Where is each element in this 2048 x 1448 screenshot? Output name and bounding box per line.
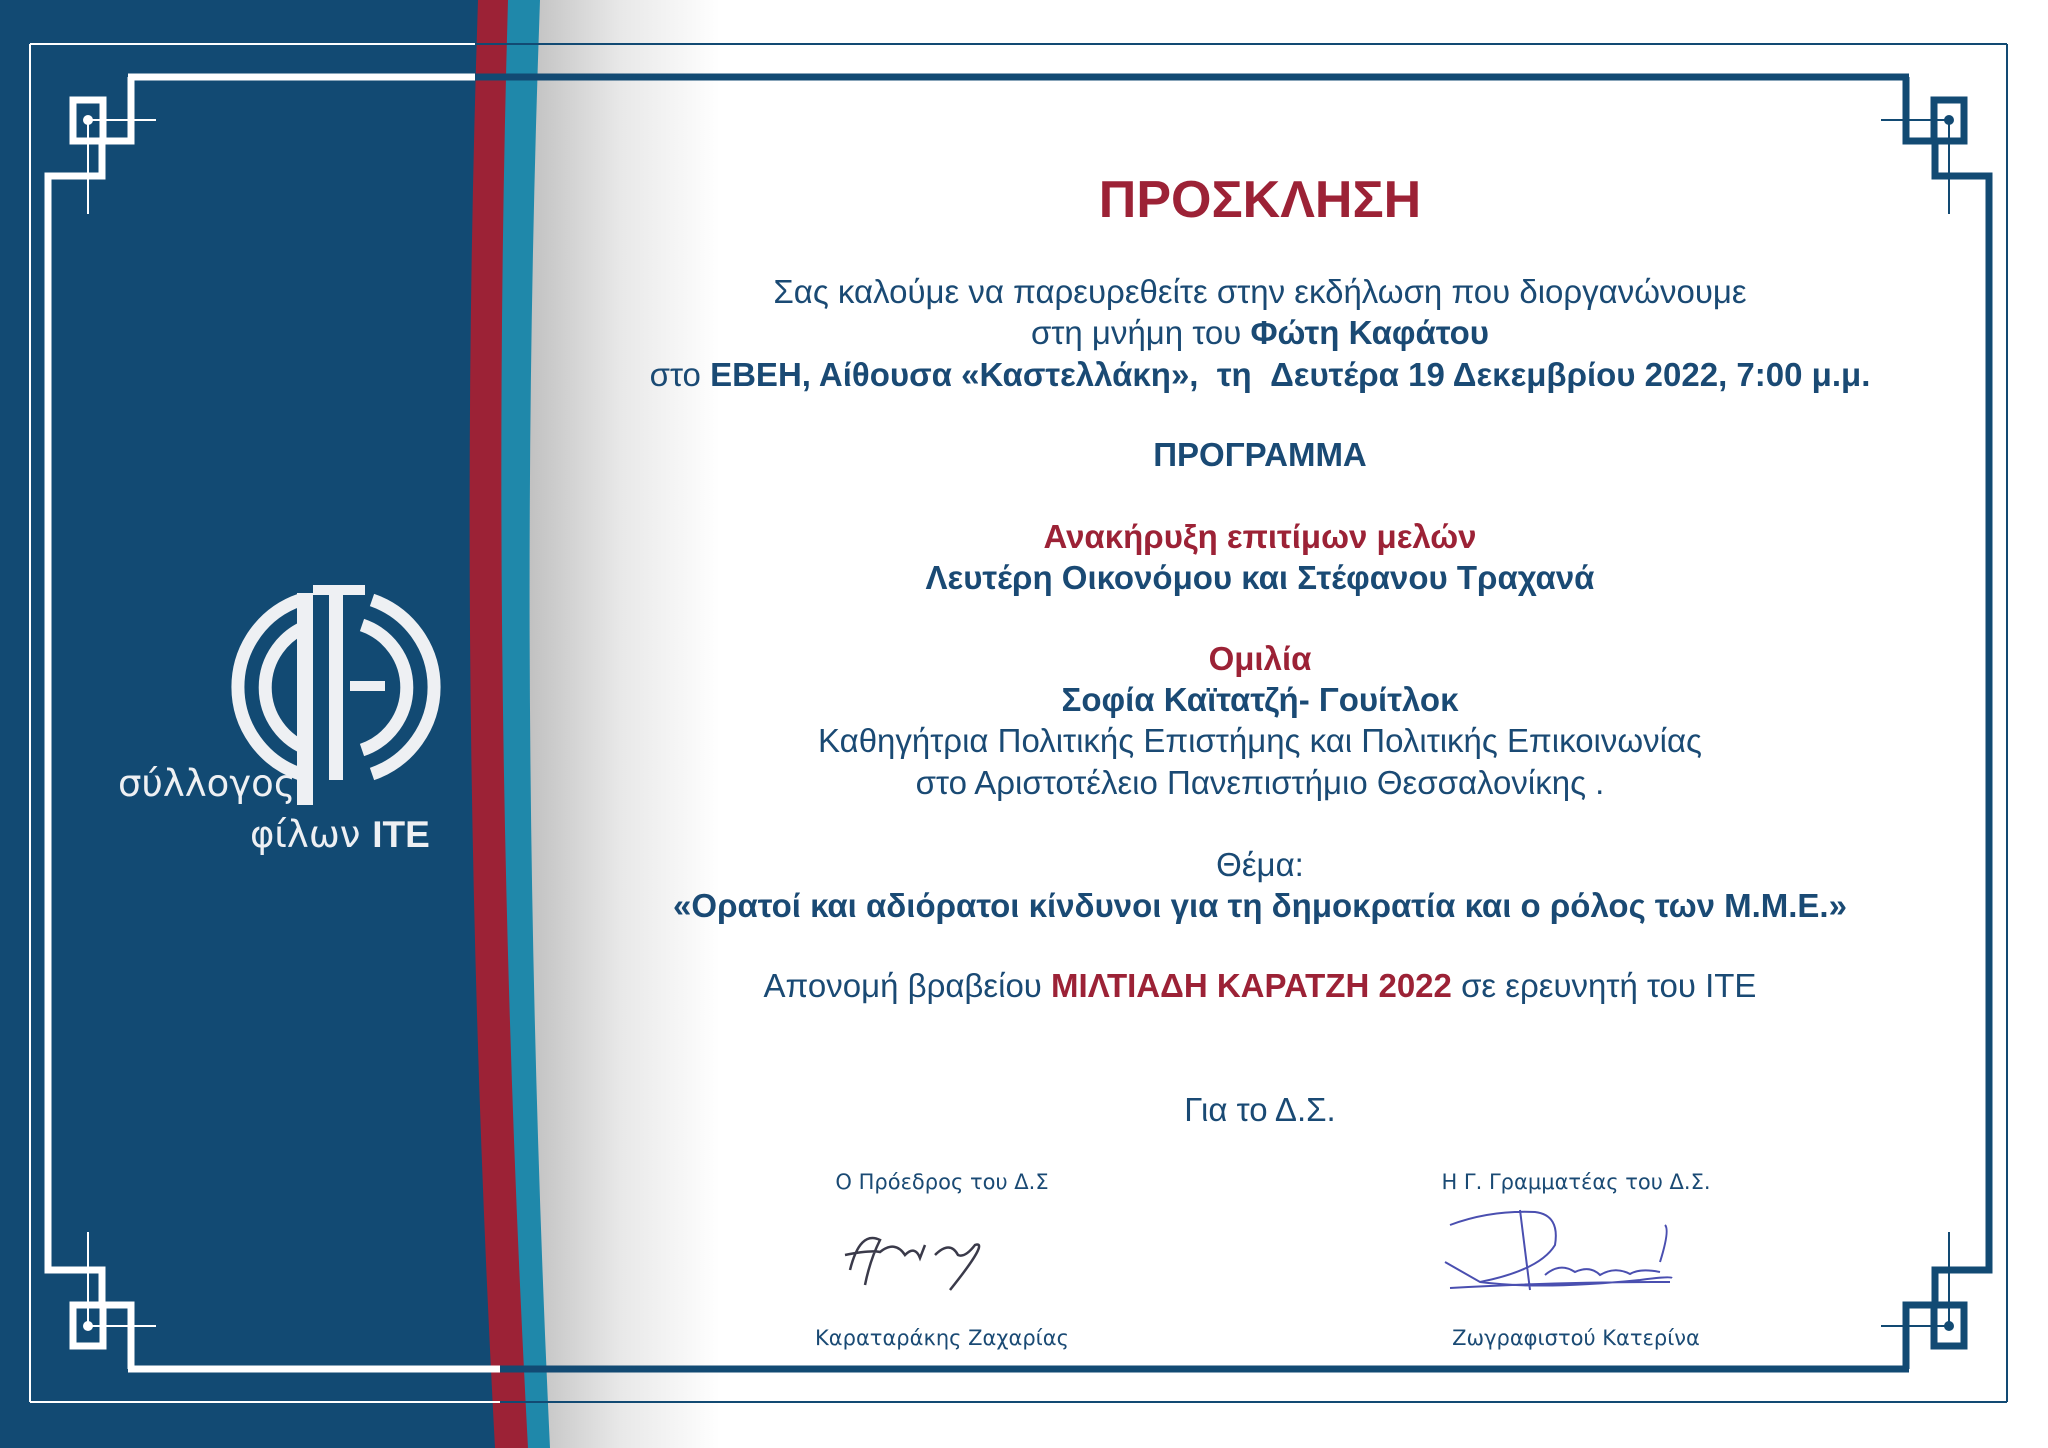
venue: ΕΒΕΗ, Αίθουσα «Καστελλάκη», bbox=[710, 356, 1199, 393]
logo-text-line1: σύλλογος bbox=[118, 762, 296, 805]
signature-president bbox=[845, 1238, 979, 1290]
intro-line-3 bbox=[560, 355, 1960, 395]
signatory-role-secretary: Η Γ. Γραμματέας του Δ.Σ. bbox=[1441, 1170, 1711, 1194]
logo-text-line2 bbox=[250, 813, 430, 856]
program-item-2-title: Ομιλία bbox=[1208, 640, 1312, 677]
signatory-role-president: Ο Πρόεδρος του Δ.Σ bbox=[835, 1170, 1049, 1194]
program-heading: ΠΡΟΓΡΑΜΜΑ bbox=[1153, 436, 1367, 473]
award-line bbox=[560, 966, 1960, 1006]
honoree-name: Φώτη Καφάτου bbox=[1250, 314, 1489, 351]
event-date: Δευτέρα 19 Δεκεμβρίου 2022, 7:00 μ.μ. bbox=[1270, 356, 1871, 393]
corner-ornament-bottom-right bbox=[1881, 1146, 1989, 1369]
speaker-role-line-2: στο Αριστοτέλειο Πανεπιστήμιο Θεσσαλονίκης . bbox=[915, 764, 1605, 801]
program-item-1-names: Λευτέρη Οικονόμου και Στέφανου Τραχανά bbox=[925, 559, 1595, 596]
award-name: ΜΙΛΤΙΑΔΗ ΚΑΡΑΤΖΗ 2022 bbox=[1051, 967, 1452, 1004]
award-suffix: σε ερευνητή του ΙΤΕ bbox=[1461, 967, 1757, 1004]
date-prefix: τη bbox=[1216, 356, 1252, 393]
page-title: ΠΡΟΣΚΛΗΣΗ bbox=[1098, 171, 1422, 229]
signature-secretary bbox=[1445, 1210, 1672, 1290]
intro-line-1: Σας καλούμε να παρευρεθείτε στην εκδήλωση που διοργανώνουμε bbox=[773, 273, 1747, 310]
topic-label: Θέμα: bbox=[1216, 846, 1304, 883]
logo-text-regular: φίλων bbox=[250, 813, 361, 856]
intro-line-2 bbox=[560, 313, 1960, 353]
topic: «Ορατοί και αδιόρατοι κίνδυνοι για τη δημοκρατία και ο ρόλος των Μ.Μ.Ε.» bbox=[673, 887, 1847, 924]
speaker-role-line-1: Καθηγήτρια Πολιτικής Επιστήμης και Πολιτικής Επικοινωνίας bbox=[818, 722, 1702, 759]
speaker-name: Σοφία Καϊτατζή- Γουίτλοκ bbox=[1061, 681, 1459, 718]
intro-prefix: στη μνήμη του bbox=[1031, 314, 1242, 351]
venue-prefix: στο bbox=[649, 356, 701, 393]
logo-text-bold: ITE bbox=[372, 814, 430, 855]
award-prefix: Απονομή βραβείου bbox=[763, 967, 1042, 1004]
program-item-1-title: Ανακήρυξη επιτίμων μελών bbox=[1043, 518, 1477, 555]
signatory-name-president: Καραταράκης Ζαχαρίας bbox=[815, 1326, 1069, 1350]
signatory-name-secretary: Ζωγραφιστού Κατερίνα bbox=[1452, 1326, 1700, 1350]
closing: Για το Δ.Σ. bbox=[1184, 1091, 1336, 1128]
